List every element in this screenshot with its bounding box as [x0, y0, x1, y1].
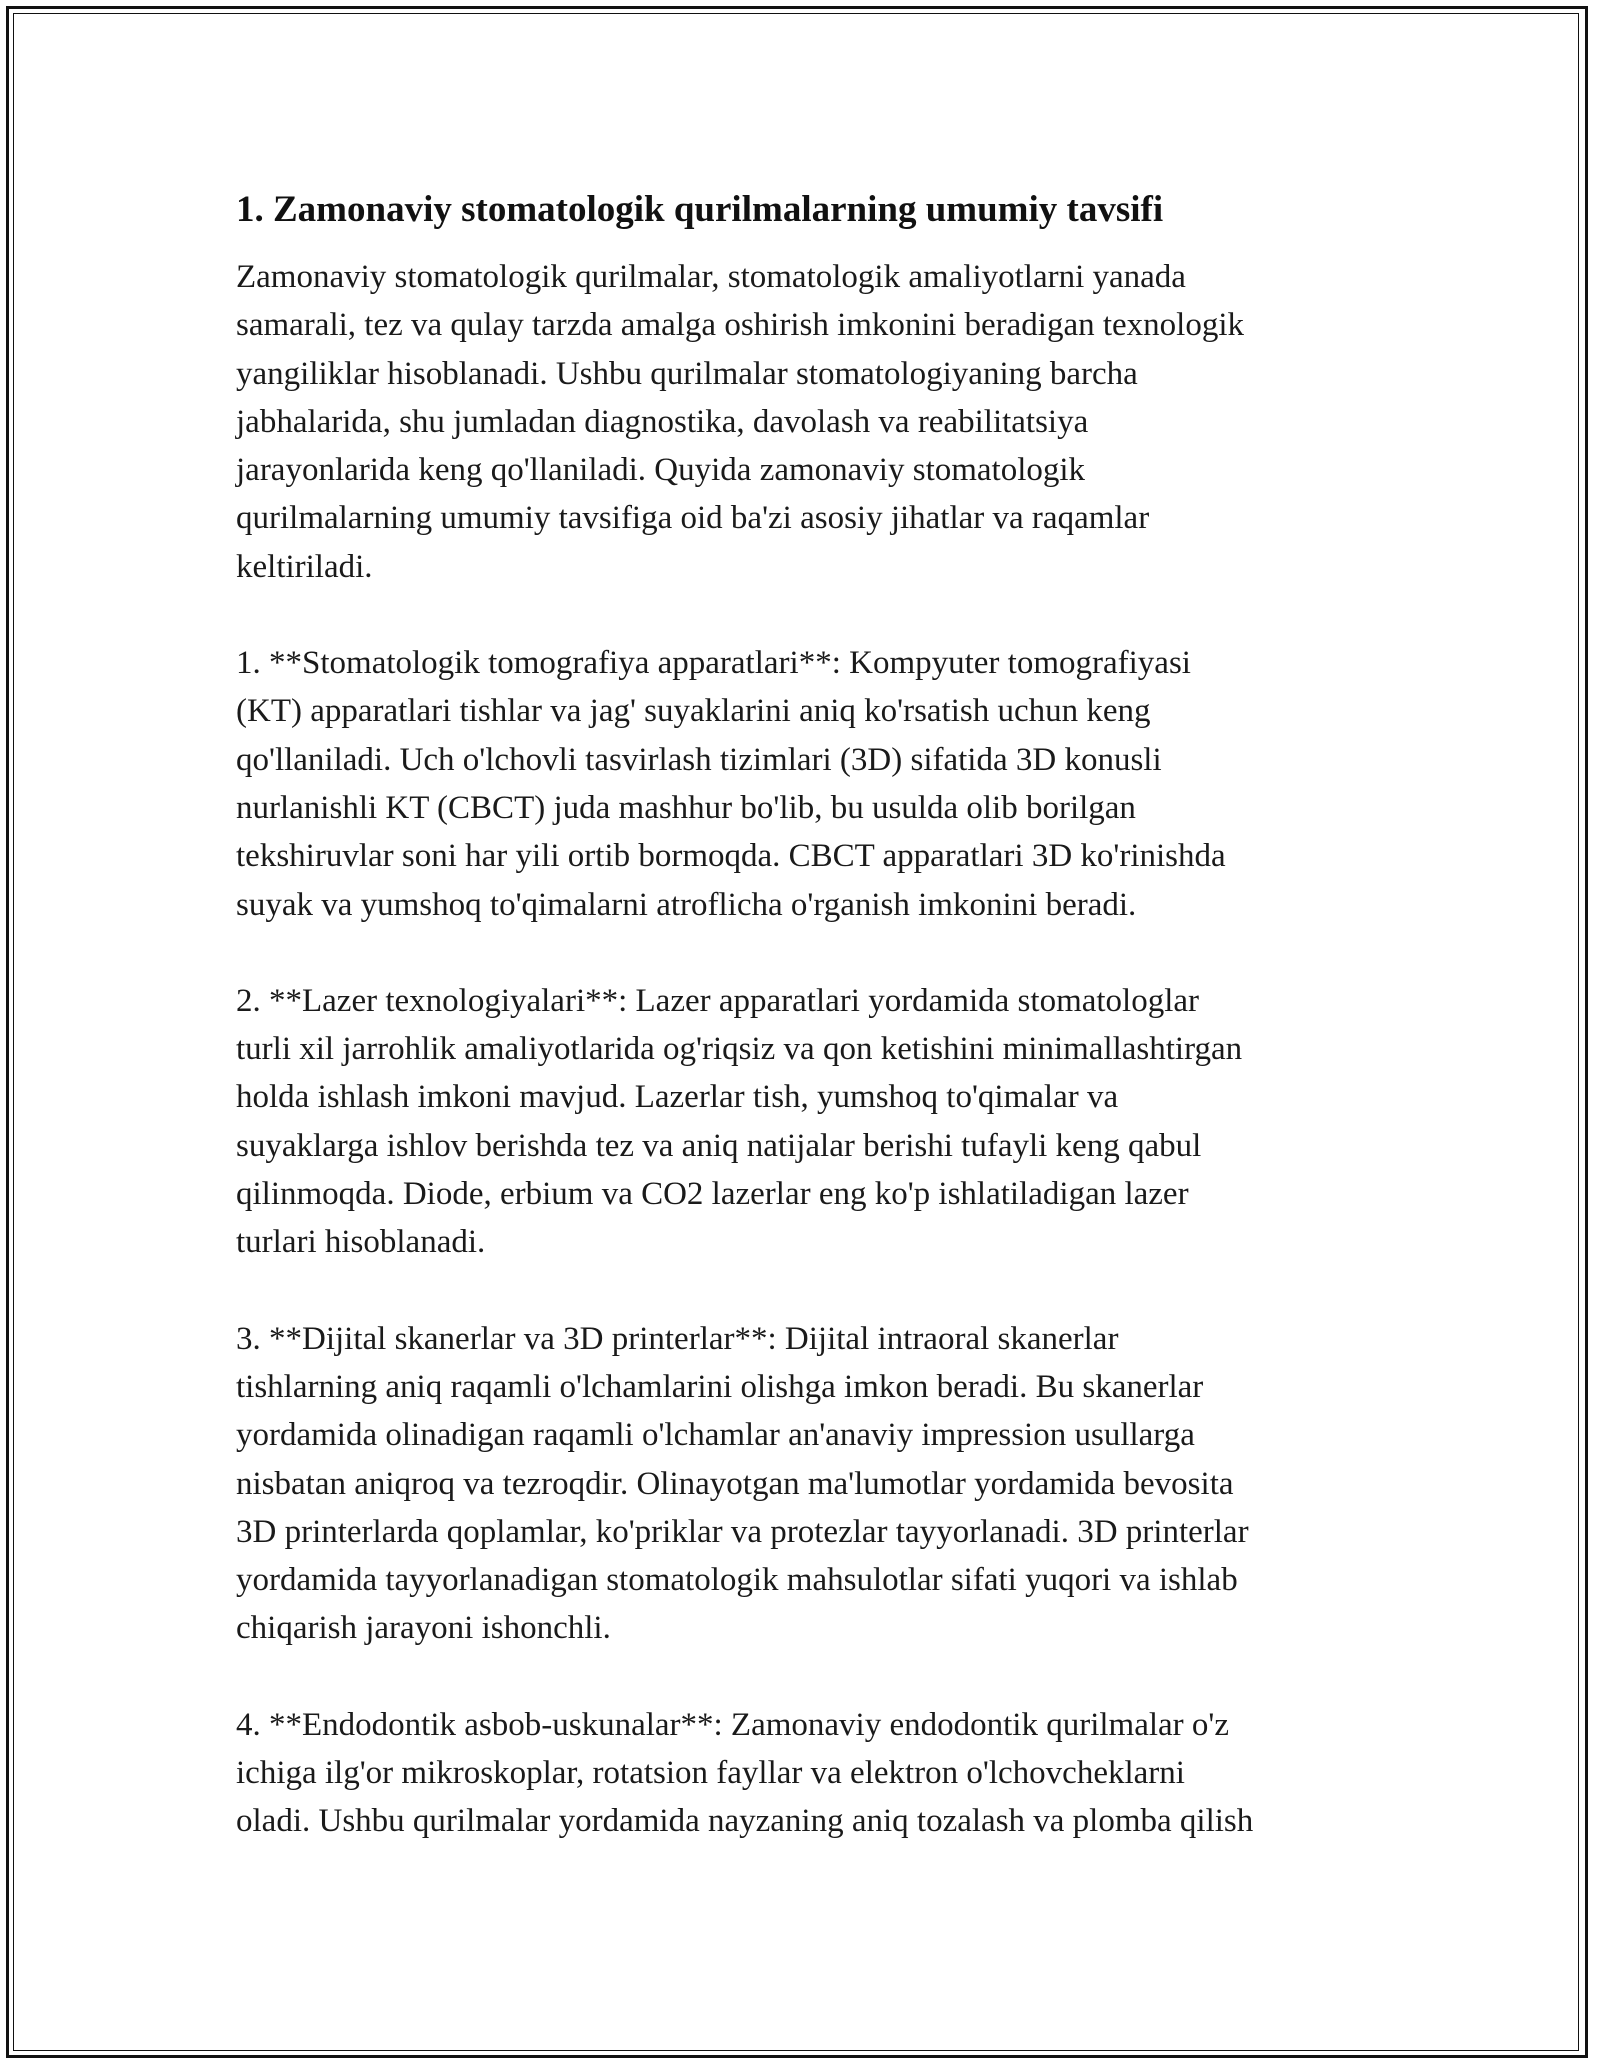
intro-paragraph: Zamonaviy stomatologik qurilmalar, stomatologik amaliyotlarni yanada samarali, tez va qulay tarzda amalga oshirish imkonini beradigan texnologik yangiliklar hisoblanadi. Ushbu qurilmalar stomatologiyaning barcha jabhalarida, shu jumladan diagnostika, davolash va reabilitatsiya jarayonlarida keng qo'llaniladi. Quyida zamonaviy stomatologik qurilmalarning umumiy tavsifiga oid ba'zi asosiy jihatlar va raqamlar keltiriladi. — [236, 259, 1245, 585]
paragraph-tomography: 1. **Stomatologik tomografiya apparatlari**: Kompyuter tomografiyasi (KT) apparatlari tishlar va jag' suyaklarini aniq ko'rsatish uchun keng qo'llaniladi. Uch o'lchovli tasvirlash tizimlari (3D) sifatida 3D konusli nurlanishli KT (CBCT) juda mashhur bo'lib, bu usulda olib borilgan tekshiruvlar soni har yili ortib bormoqda. CBCT apparatlari 3D ko'rinishda suyak va yumshoq to'qimalarni atroflicha o'rganish imkonini beradi. — [236, 645, 1226, 923]
section-heading: 1. Zamonaviy stomatologik qurilmalarning umumiy tavsifi — [236, 189, 1164, 230]
document-body — [236, 185, 1376, 1894]
paragraph-endodontic: 4. **Endodontik asbob-uskunalar**: Zamonaviy endodontik qurilmalar o'z ichiga ilg'or mikroskoplar, rotatsion fayllar va elektron o'lchovcheklarni oladi. Ushbu qurilmalar yordamida nayzaning aniq tozalash va plomba qilish — [236, 1706, 1254, 1840]
paragraph-laser: 2. **Lazer texnologiyalari**: Lazer apparatlari yordamida stomatologlar turli xil jarrohlik amaliyotlarida og'riqsiz va qon ketishini minimallashtirgan holda ishlash imkoni mavjud. Lazerlar tish, yumshoq to'qimalar va suyaklarga ishlov berishda tez va aniq natijalar berishi tufayli keng qabul qilinmoqda. Diode, erbium va CO2 lazerlar eng ko'p ishlatiladigan lazer turlari hisoblanadi. — [236, 982, 1243, 1261]
paragraph-scanners-printers: 3. **Dijital skanerlar va 3D printerlar**: Dijital intraoral skanerlar tishlarning aniq raqamli o'lchamlarini olishga imkon beradi. Bu skanerlar yordamida olinadigan raqamli o'lchamlar an'anaviy impression usullarga nisbatan aniqroq va tezroqdir. Olinayotgan ma'lumotlar yordamida bevosita 3D printerlarda qoplamlar, ko'priklar va protezlar tayyorlanadi. 3D printerlar yordamida tayyorlanadigan stomatologik mahsulotlar sifati yuqori va ishlab chiqarish jarayoni ishonchli. — [236, 1320, 1249, 1647]
